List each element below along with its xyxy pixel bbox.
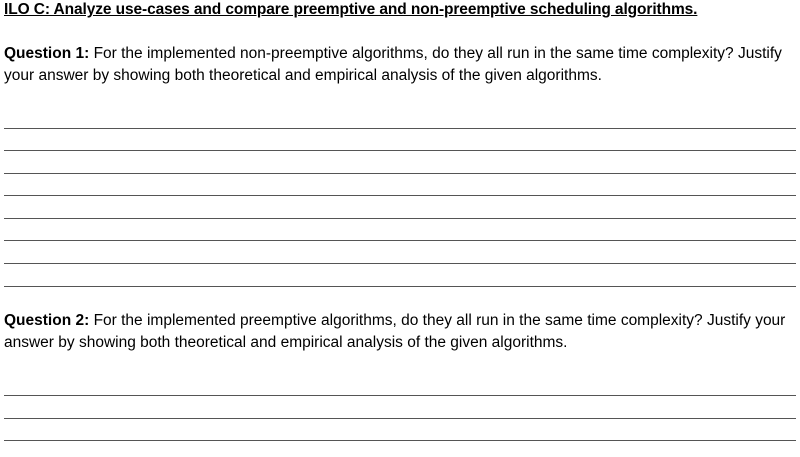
answer-line-q2-2[interactable] — [4, 418, 796, 419]
question-2-label: Question 2: — [4, 312, 90, 329]
answer-line-q1-7[interactable] — [4, 263, 796, 264]
answer-line-q2-3[interactable] — [4, 440, 796, 441]
answer-line-q1-6[interactable] — [4, 240, 796, 241]
answer-line-q2-1[interactable] — [4, 395, 796, 396]
answer-line-q1-8[interactable] — [4, 286, 796, 287]
answer-line-q1-2[interactable] — [4, 150, 796, 151]
answer-line-q1-1[interactable] — [4, 128, 796, 129]
answer-line-q1-5[interactable] — [4, 218, 796, 219]
question-2-text: For the implemented preemptive algorithms, do they all run in the same time complexity? Justify your answer by showing both theoretical and empirical analysis of the given algorithms. — [4, 312, 786, 351]
answer-line-q1-3[interactable] — [4, 173, 796, 174]
question-1 — [4, 43, 796, 87]
question-1-text: For the implemented non-preemptive algorithms, do they all run in the same time complexity? Justify your answer by showing both theoretical and empirical analysis of the given algorithms. — [4, 45, 782, 84]
question-1-label: Question 1: — [4, 45, 90, 62]
answer-line-q1-4[interactable] — [4, 195, 796, 196]
question-2 — [4, 310, 796, 354]
ilo-heading: ILO C: Analyze use-cases and compare preemptive and non-preemptive scheduling algorithms. — [4, 1, 698, 18]
